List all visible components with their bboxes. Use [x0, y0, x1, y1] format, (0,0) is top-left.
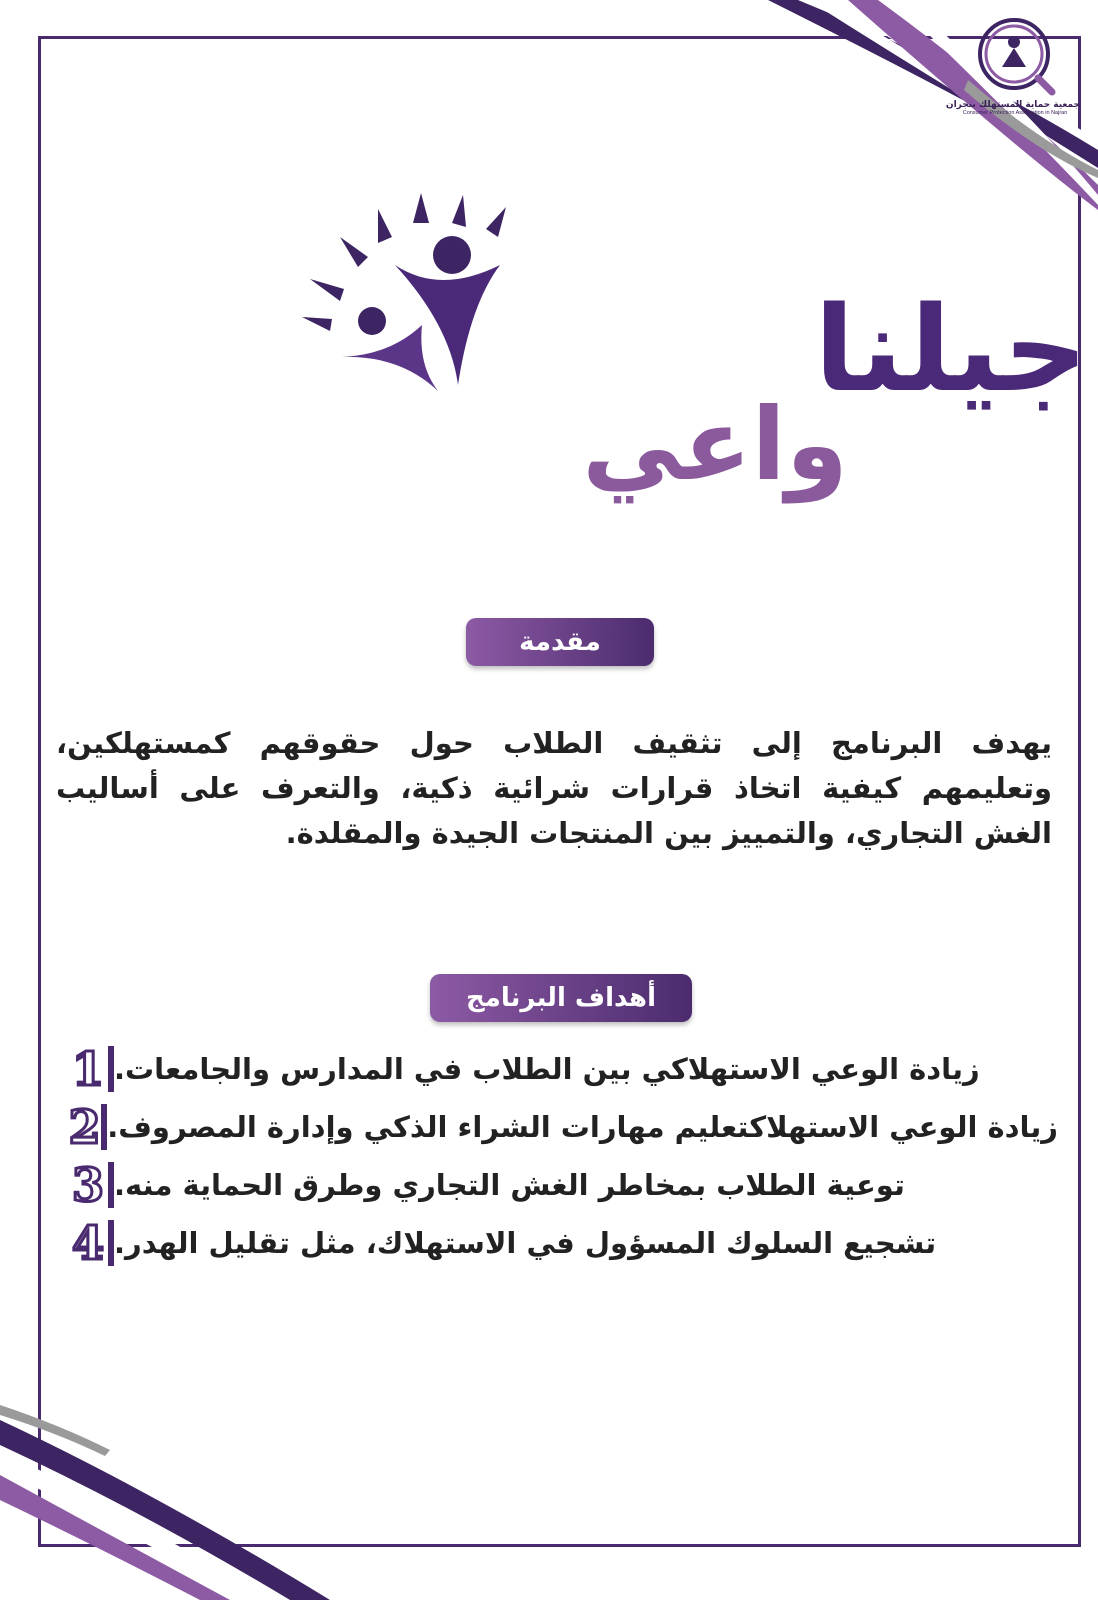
- goal-item: [58, 1214, 1058, 1272]
- goal-number: 3: [68, 1162, 114, 1208]
- organization-name-arabic: جمعية حماية المستهلك بنجران: [945, 100, 1080, 110]
- program-title-line2: واعي: [582, 386, 848, 503]
- goal-item: [58, 1156, 1058, 1214]
- goal-item: [58, 1098, 1058, 1156]
- goal-text: تشجيع السلوك المسؤول في الاستهلاك، مثل تقليل الهدر.: [114, 1226, 937, 1260]
- intro-paragraph: يهدف البرنامج إلى تثقيف الطلاب حول حقوقهم كمستهلكين، وتعليمهم كيفية اتخاذ قرارات شرائية ذكية، والتعرف على أساليب الغش التجاري، والتمييز بين المنتجات الجيدة والمقلدة.: [56, 726, 1052, 850]
- organization-logo: [945, 12, 1080, 116]
- organization-name-english: Consumer Protection Association in Najran: [962, 110, 1068, 116]
- goal-text: توعية الطلاب بمخاطر الغش التجاري وطرق الحماية منه.: [114, 1168, 905, 1202]
- goal-item: [58, 1040, 1058, 1098]
- corner-stripes-bottom-left: [0, 1400, 400, 1600]
- intro-heading: مقدمة: [466, 618, 654, 666]
- goal-number: 2: [68, 1104, 107, 1150]
- sun-person-icon: [300, 185, 540, 405]
- goal-text: زيادة الوعي الاستهلاكتعليم مهارات الشراء الذكي وإدارة المصروف.: [107, 1110, 1058, 1144]
- goal-number: 4: [68, 1220, 114, 1266]
- goal-number: 1: [68, 1046, 114, 1092]
- program-title-line1: جيلنا: [814, 280, 1088, 418]
- magnifier-person-icon: [972, 12, 1058, 98]
- goal-text: زيادة الوعي الاستهلاكي بين الطلاب في المدارس والجامعات.: [114, 1052, 980, 1086]
- goals-list: [58, 1040, 1058, 1272]
- goals-heading: أهداف البرنامج: [430, 974, 692, 1022]
